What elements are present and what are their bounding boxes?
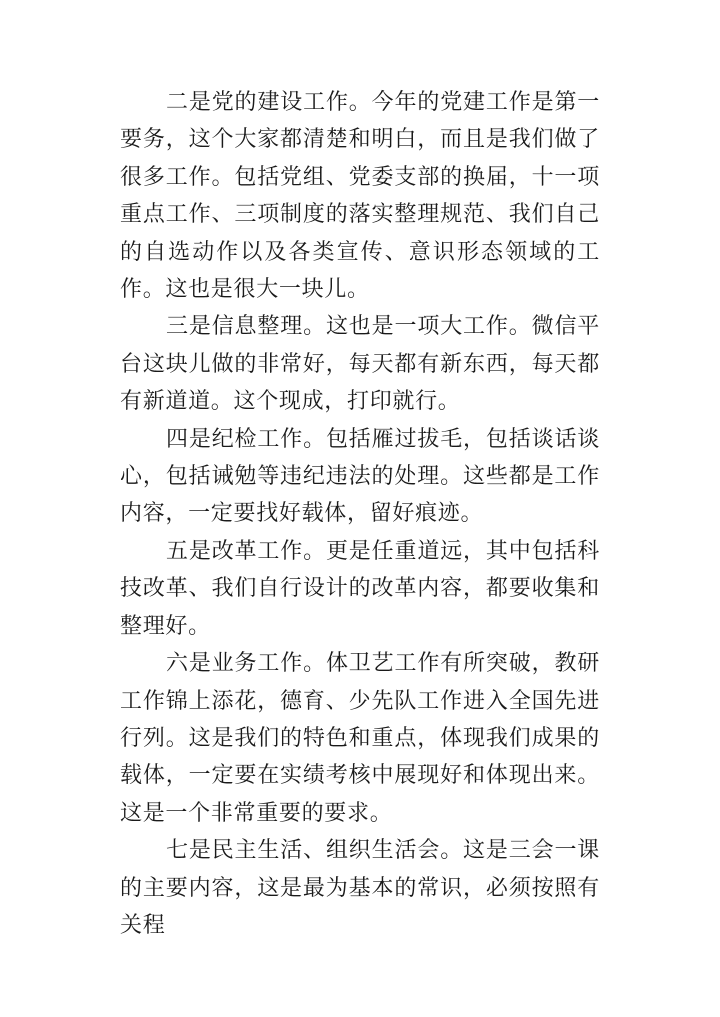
paragraph-information: 三是信息整理。这也是一项大工作。微信平台这块儿做的非常好，每天都有新东西，每天都有新道道。这个现成，打印就行。	[120, 314, 600, 415]
paragraph-democratic-life: 七是民主生活、组织生活会。这是三会一课的主要内容，这是最为基本的常识，必须按照有关程	[120, 838, 600, 938]
paragraph-party-building: 二是党的建设工作。今年的党建工作是第一要务，这个大家都清楚和明白，而且是我们做了很多工作。包括党组、党委支部的换届，十一项重点工作、三项制度的落实整理规范、我们自己的自选动作以及各类宣传、意识形态领域的工作。这也是很大一块儿。	[120, 90, 600, 303]
paragraph-discipline: 四是纪检工作。包括雁过拔毛，包括谈话谈心，包括诫勉等违纪违法的处理。这些都是工作内容，一定要找好载体，留好痕迹。	[120, 426, 600, 527]
document-body	[120, 84, 600, 944]
paragraph-business: 六是业务工作。体卫艺工作有所突破，教研工作锦上添花，德育、少先队工作进入全国先进行列。这是我们的特色和重点，体现我们成果的载体，一定要在实绩考核中展现好和体现出来。这是一个非常重要的要求。	[120, 651, 600, 826]
paragraph-reform: 五是改革工作。更是任重道远，其中包括科技改革、我们自行设计的改革内容，都要收集和整理好。	[120, 538, 600, 639]
